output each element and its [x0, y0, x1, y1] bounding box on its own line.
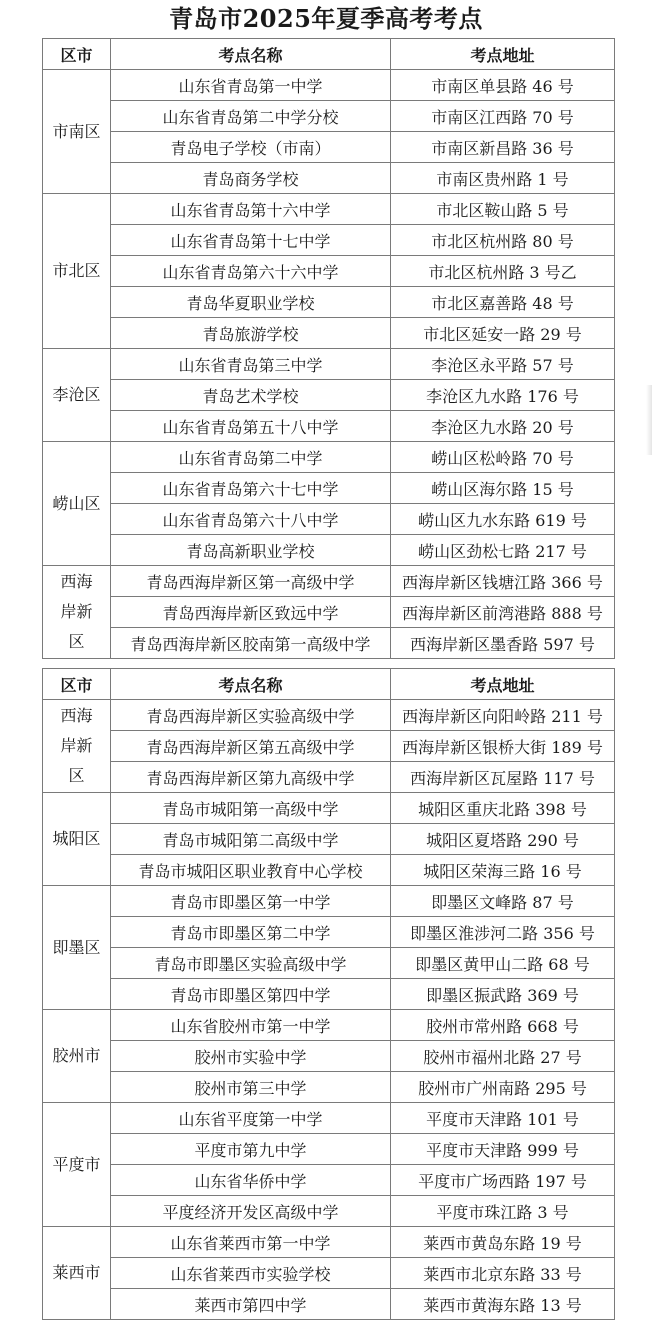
district-cell: 莱西市: [43, 1227, 111, 1320]
site-name-cell: 山东省青岛第五十八中学: [111, 411, 391, 442]
site-name-cell: 青岛西海岸新区致远中学: [111, 597, 391, 628]
site-address-cell: 即墨区黄甲山二路 68 号: [391, 948, 615, 979]
site-address-cell: 市南区单县路 46 号: [391, 70, 615, 101]
header-district: 区市: [43, 39, 111, 70]
table-row: [43, 1072, 615, 1103]
table-row: [43, 349, 615, 380]
site-name-cell: 青岛市即墨区第一中学: [111, 886, 391, 917]
site-address-cell: 莱西市北京东路 33 号: [391, 1258, 615, 1289]
table-row: [43, 855, 615, 886]
page-edge-shadow: [646, 385, 652, 455]
table-row: [43, 1165, 615, 1196]
site-address-cell: 即墨区文峰路 87 号: [391, 886, 615, 917]
table-row: [43, 628, 615, 659]
site-name-cell: 青岛市即墨区实验高级中学: [111, 948, 391, 979]
table-row: [43, 700, 615, 731]
table-row: [43, 1227, 615, 1258]
table-row: [43, 442, 615, 473]
site-address-cell: 胶州市福州北路 27 号: [391, 1041, 615, 1072]
site-address-cell: 市南区江西路 70 号: [391, 101, 615, 132]
site-name-cell: 青岛市城阳第二高级中学: [111, 824, 391, 855]
table-row: [43, 731, 615, 762]
site-name-cell: 山东省青岛第三中学: [111, 349, 391, 380]
site-name-cell: 青岛高新职业学校: [111, 535, 391, 566]
table-row: [43, 824, 615, 855]
table-row: [43, 1258, 615, 1289]
site-address-cell: 市北区杭州路 80 号: [391, 225, 615, 256]
district-cell: 西海岸新区: [43, 700, 111, 793]
table-row: [43, 1010, 615, 1041]
exam-sites-table-2: [42, 668, 615, 1320]
header-site-address: 考点地址: [391, 39, 615, 70]
site-address-cell: 西海岸新区前湾港路 888 号: [391, 597, 615, 628]
table-row: [43, 70, 615, 101]
district-cell: 城阳区: [43, 793, 111, 886]
site-address-cell: 李沧区永平路 57 号: [391, 349, 615, 380]
site-name-cell: 胶州市第三中学: [111, 1072, 391, 1103]
table-row: [43, 411, 615, 442]
district-cell: 平度市: [43, 1103, 111, 1227]
site-name-cell: 山东省青岛第六十八中学: [111, 504, 391, 535]
site-address-cell: 平度市天津路 101 号: [391, 1103, 615, 1134]
site-name-cell: 胶州市实验中学: [111, 1041, 391, 1072]
site-address-cell: 城阳区荣海三路 16 号: [391, 855, 615, 886]
district-cell: 即墨区: [43, 886, 111, 1010]
site-name-cell: 青岛西海岸新区实验高级中学: [111, 700, 391, 731]
site-name-cell: 山东省莱西市实验学校: [111, 1258, 391, 1289]
site-name-cell: 山东省胶州市第一中学: [111, 1010, 391, 1041]
table-row: [43, 886, 615, 917]
table-row: [43, 194, 615, 225]
site-address-cell: 平度市珠江路 3 号: [391, 1196, 615, 1227]
site-name-cell: 莱西市第四中学: [111, 1289, 391, 1320]
table-row: [43, 380, 615, 411]
site-address-cell: 李沧区九水路 176 号: [391, 380, 615, 411]
site-address-cell: 市北区嘉善路 48 号: [391, 287, 615, 318]
site-address-cell: 城阳区夏塔路 290 号: [391, 824, 615, 855]
site-address-cell: 西海岸新区银桥大街 189 号: [391, 731, 615, 762]
site-name-cell: 山东省青岛第六十七中学: [111, 473, 391, 504]
site-name-cell: 山东省平度第一中学: [111, 1103, 391, 1134]
site-name-cell: 青岛商务学校: [111, 163, 391, 194]
site-name-cell: 山东省青岛第一中学: [111, 70, 391, 101]
district-cell: 胶州市: [43, 1010, 111, 1103]
site-address-cell: 崂山区九水东路 619 号: [391, 504, 615, 535]
site-address-cell: 西海岸新区墨香路 597 号: [391, 628, 615, 659]
table-row: [43, 101, 615, 132]
district-cell: 市北区: [43, 194, 111, 349]
table-row: [43, 225, 615, 256]
site-name-cell: 青岛艺术学校: [111, 380, 391, 411]
table-row: [43, 287, 615, 318]
exam-sites-table-1: [42, 38, 615, 659]
site-address-cell: 平度市广场西路 197 号: [391, 1165, 615, 1196]
site-address-cell: 崂山区海尔路 15 号: [391, 473, 615, 504]
district-cell: 市南区: [43, 70, 111, 194]
site-name-cell: 青岛西海岸新区第一高级中学: [111, 566, 391, 597]
site-name-cell: 青岛市即墨区第四中学: [111, 979, 391, 1010]
site-address-cell: 西海岸新区钱塘江路 366 号: [391, 566, 615, 597]
site-name-cell: 青岛电子学校（市南）: [111, 132, 391, 163]
site-name-cell: 青岛华夏职业学校: [111, 287, 391, 318]
table-row: [43, 597, 615, 628]
district-cell: 西海岸新区: [43, 566, 111, 659]
site-name-cell: 平度经济开发区高级中学: [111, 1196, 391, 1227]
table-row: [43, 793, 615, 824]
table-row: [43, 979, 615, 1010]
site-name-cell: 青岛市城阳第一高级中学: [111, 793, 391, 824]
site-address-cell: 莱西市黄海东路 13 号: [391, 1289, 615, 1320]
table-row: [43, 256, 615, 287]
site-name-cell: 山东省莱西市第一中学: [111, 1227, 391, 1258]
site-name-cell: 山东省青岛第十七中学: [111, 225, 391, 256]
table-row: [43, 504, 615, 535]
site-address-cell: 崂山区松岭路 70 号: [391, 442, 615, 473]
header-site-name: 考点名称: [111, 669, 391, 700]
site-name-cell: 山东省青岛第二中学: [111, 442, 391, 473]
site-address-cell: 胶州市广州南路 295 号: [391, 1072, 615, 1103]
site-address-cell: 市南区贵州路 1 号: [391, 163, 615, 194]
table-row: [43, 1134, 615, 1165]
site-address-cell: 李沧区九水路 20 号: [391, 411, 615, 442]
table-row: [43, 566, 615, 597]
site-address-cell: 即墨区振武路 369 号: [391, 979, 615, 1010]
site-name-cell: 青岛西海岸新区第九高级中学: [111, 762, 391, 793]
table-row: [43, 1196, 615, 1227]
site-address-cell: 市北区杭州路 3 号乙: [391, 256, 615, 287]
site-address-cell: 西海岸新区向阳岭路 211 号: [391, 700, 615, 731]
site-name-cell: 平度市第九中学: [111, 1134, 391, 1165]
site-address-cell: 市北区延安一路 29 号: [391, 318, 615, 349]
header-site-name: 考点名称: [111, 39, 391, 70]
table-row: [43, 163, 615, 194]
table-row: [43, 535, 615, 566]
site-address-cell: 即墨区淮涉河二路 356 号: [391, 917, 615, 948]
site-name-cell: 青岛市城阳区职业教育中心学校: [111, 855, 391, 886]
site-address-cell: 莱西市黄岛东路 19 号: [391, 1227, 615, 1258]
site-address-cell: 市南区新昌路 36 号: [391, 132, 615, 163]
site-address-cell: 市北区鞍山路 5 号: [391, 194, 615, 225]
district-cell: 崂山区: [43, 442, 111, 566]
site-name-cell: 青岛旅游学校: [111, 318, 391, 349]
site-name-cell: 山东省青岛第六十六中学: [111, 256, 391, 287]
site-name-cell: 青岛市即墨区第二中学: [111, 917, 391, 948]
header-district: 区市: [43, 669, 111, 700]
table-row: [43, 1289, 615, 1320]
header-site-address: 考点地址: [391, 669, 615, 700]
table-row: [43, 473, 615, 504]
table-header-row: [43, 669, 615, 700]
site-address-cell: 胶州市常州路 668 号: [391, 1010, 615, 1041]
site-name-cell: 青岛西海岸新区第五高级中学: [111, 731, 391, 762]
site-address-cell: 西海岸新区瓦屋路 117 号: [391, 762, 615, 793]
site-address-cell: 城阳区重庆北路 398 号: [391, 793, 615, 824]
district-cell: 李沧区: [43, 349, 111, 442]
site-address-cell: 崂山区劲松七路 217 号: [391, 535, 615, 566]
table-row: [43, 948, 615, 979]
site-name-cell: 山东省青岛第十六中学: [111, 194, 391, 225]
site-name-cell: 山东省青岛第二中学分校: [111, 101, 391, 132]
site-name-cell: 山东省华侨中学: [111, 1165, 391, 1196]
table-header-row: [43, 39, 615, 70]
page-title: 青岛市2025年夏季高考考点: [169, 4, 483, 33]
table-row: [43, 132, 615, 163]
site-name-cell: 青岛西海岸新区胶南第一高级中学: [111, 628, 391, 659]
table-row: [43, 1041, 615, 1072]
table-row: [43, 318, 615, 349]
table-row: [43, 762, 615, 793]
table-row: [43, 917, 615, 948]
table-row: [43, 1103, 615, 1134]
site-address-cell: 平度市天津路 999 号: [391, 1134, 615, 1165]
